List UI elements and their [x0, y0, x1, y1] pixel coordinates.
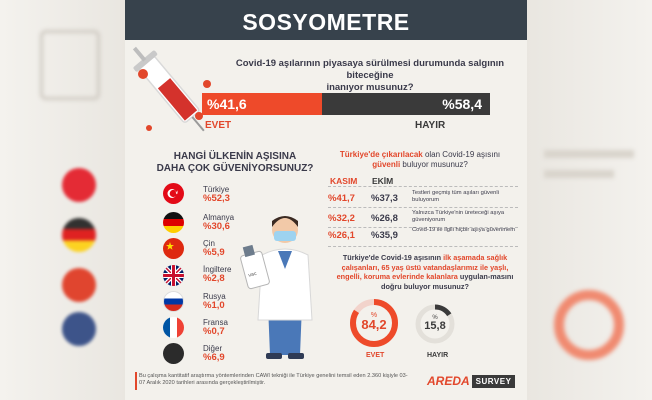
column-ekim: EKİM: [372, 176, 394, 186]
table-row: %32,2 %26,8 Yalnızca Türkiye'nin üreteceği aşıya güveniyorum: [328, 210, 505, 224]
china-flag-icon: [163, 238, 184, 259]
yes-label: EVET: [205, 120, 232, 131]
yes-segment: %41,6: [202, 93, 322, 115]
question-1: Covid-19 aşılarının piyasaya sürülmesi durumunda salgının biteceğine inanıyor musunuz?: [235, 58, 505, 93]
vaccine-end-bar: [202, 93, 490, 115]
country-row-germany: [163, 212, 184, 233]
question-3: Türkiye'de çıkarılacak olan Covid-19 aşısını güvenli buluyor musunuz?: [339, 150, 501, 169]
blurred-flag: [62, 268, 96, 302]
svg-text:vac: vac: [247, 270, 258, 279]
table-row: %41,7 %37,3 Testleri geçmiş tüm aşıları güvenli buluyorum: [328, 190, 499, 204]
percent-sign: %: [370, 312, 378, 319]
uk-flag-icon: [163, 265, 184, 286]
country-row-russia: [163, 291, 184, 312]
blurred-donut: [554, 290, 624, 360]
divider: [328, 246, 518, 247]
donut-no-label: HAYIR: [427, 352, 449, 359]
divider: [328, 186, 518, 187]
question-4: Türkiye'de Covid-19 aşısının ilk aşamada sağlık çalışanları, 65 yaş üstü vatandaşlarımız ile yaşlı, engelli, koruma evlerinde kalanlara uygulan-masını doğru buluyor musunuz?: [336, 253, 514, 291]
blurred-text: [544, 170, 614, 178]
column-kasim: KASIM: [330, 176, 358, 186]
country-label: Fransa %0,7: [203, 318, 228, 337]
no-donut-chart: [413, 302, 457, 346]
country-row-france: [163, 317, 184, 338]
blurred-background-left: [0, 0, 128, 400]
country-label: İngiltere %2,8: [203, 265, 232, 284]
other-circle-icon: [163, 343, 184, 364]
country-label: Diğer %6,9: [203, 344, 225, 363]
no-label: HAYIR: [415, 120, 446, 131]
france-flag-icon: [163, 317, 184, 338]
blurred-flag: [62, 312, 96, 346]
page-title: SOSYOMETRE: [125, 0, 527, 40]
turkey-flag-icon: [163, 183, 184, 204]
blurred-background-right: [524, 0, 652, 400]
country-row-turkey: [163, 183, 184, 204]
country-label: Almanya %30,6: [203, 213, 235, 232]
russia-flag-icon: [163, 291, 184, 312]
blurred-flag: [62, 168, 96, 202]
yes-donut-chart: [347, 296, 401, 350]
infographic-card: [125, 0, 527, 400]
logo-brand: AREDA: [427, 374, 470, 388]
country-row-other: [163, 343, 184, 364]
country-label: Çin %5,9: [203, 239, 225, 258]
blurred-flag: [62, 218, 96, 252]
table-row: %26,1 %35,9 Covid-19 ile ilgili hiçbir aşıya güvenmem: [328, 227, 516, 241]
yes-donut-value: 84,2: [361, 317, 387, 332]
question-2-heading: HANGİ ÜLKENİN AŞISINA DAHA ÇOK GÜVENİYORSUNUZ?: [156, 151, 314, 174]
areda-logo: [427, 374, 515, 388]
country-row-china: [163, 238, 184, 259]
country-row-uk: [163, 265, 184, 286]
donut-yes-label: EVET: [366, 352, 385, 359]
germany-flag-icon: [163, 212, 184, 233]
blurred-syringe: [40, 30, 100, 100]
no-segment: %58,4: [322, 93, 490, 115]
footer-accent-line: [135, 372, 137, 390]
logo-survey: SURVEY: [472, 375, 516, 388]
no-donut-value: 15,8: [424, 320, 446, 332]
divider: [328, 207, 518, 208]
footer-note: Bu çalışma kantitatif araştırma yöntemlerinden CAWI tekniği ile Türkiye genelini temsil eden 2.360 kişiyle 03-07 Aralık 2020 tarihleri arasında gerçekleştirilmiştir.: [139, 373, 408, 386]
country-label: Rusya %1,0: [203, 292, 226, 311]
doctor-illustration: [240, 185, 330, 375]
percent-sign: %: [432, 315, 438, 321]
country-label: Türkiye %52,3: [203, 185, 230, 204]
blurred-text: [544, 150, 634, 158]
